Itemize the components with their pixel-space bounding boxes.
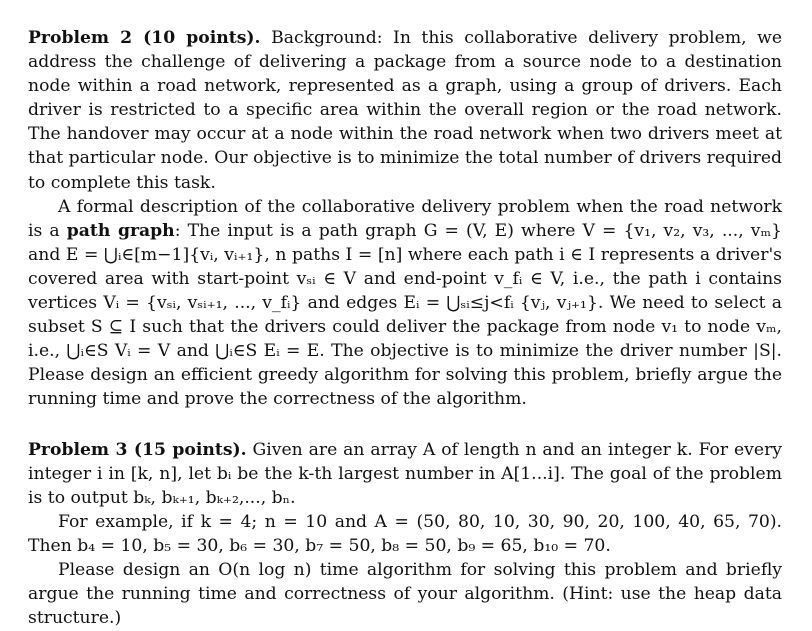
problem-3-statement — [28, 438, 782, 510]
problem-3-task: Please design an O(n log n) time algorithm for solving this problem and briefly argue the running time and correctness of your algorithm. (Hint: use the heap data structure.) — [28, 559, 782, 629]
problem-2-background — [28, 26, 782, 195]
problem-2-formal-pre: A formal description of the collaborative delivery problem when the road network is a — [28, 196, 782, 241]
problem-3-example: For example, if k = 4; n = 10 and A = (50, 80, 10, 30, 90, 20, 100, 40, 65, 70). Then b₄ = 10, b₅ = 30, b₆ = 30, b₇ = 50, b₈ = 50, b₉ = 65, b₁₀ = 70. — [28, 511, 782, 556]
problem-3-statement-text: Given are an array A of length n and an integer k. For every integer i in [k, n], let bᵢ be the k-th largest number in A[1...i]. The goal of the problem is to output bₖ, bₖ₊₁, bₖ₊₂,..., bₙ. — [28, 439, 782, 508]
problem-3-title: Problem 3 (15 points). — [28, 439, 247, 460]
problem-2-formal-description — [28, 195, 782, 412]
problem-2-path-graph-term: path graph — [66, 220, 175, 241]
problem-2-background-text: Background: In this collaborative delivery problem, we address the challenge of delivering a package from a source node to a destination node within a road network, represented as a graph, using a group of drivers. Each driver is restricted to a specific area within the overall region or the road network. The handover may occur at a node within the road network when two drivers meet at that particular node. Our objective is to minimize the total number of drivers required to complete this task. — [28, 28, 783, 193]
section-gap — [28, 412, 782, 438]
problem-2-formal-post: : The input is a path graph G = (V, E) where V = {v₁, v₂, v₃, ..., vₘ} and E = ⋃ᵢ∈[m−1]{vᵢ, vᵢ₊₁}, n paths I = [n] where each path i ∈ I represents a driver's covered area with start-point vₛᵢ ∈ V and end-point v_fᵢ ∈ V, i.e., the path i contains vertices Vᵢ = {vₛᵢ, vₛᵢ₊₁, ..., v_fᵢ} and edges Eᵢ = ⋃ₛᵢ≤j<fᵢ {vⱼ, vⱼ₊₁}. We need to select a subset S ⊆ I such that the drivers could deliver the package from node v₁ to node vₘ, i.e., ⋃ᵢ∈S Vᵢ = V and ⋃ᵢ∈S Eᵢ = E. The objective is to minimize the driver number |S|. Please design an efficient greedy algorithm for solving this problem, briefly argue the running time and prove the correctness of the algorithm. — [28, 220, 782, 410]
problem-2-title: Problem 2 (10 points). — [28, 28, 261, 48]
problem-3 — [28, 438, 782, 631]
problem-2 — [28, 26, 782, 412]
